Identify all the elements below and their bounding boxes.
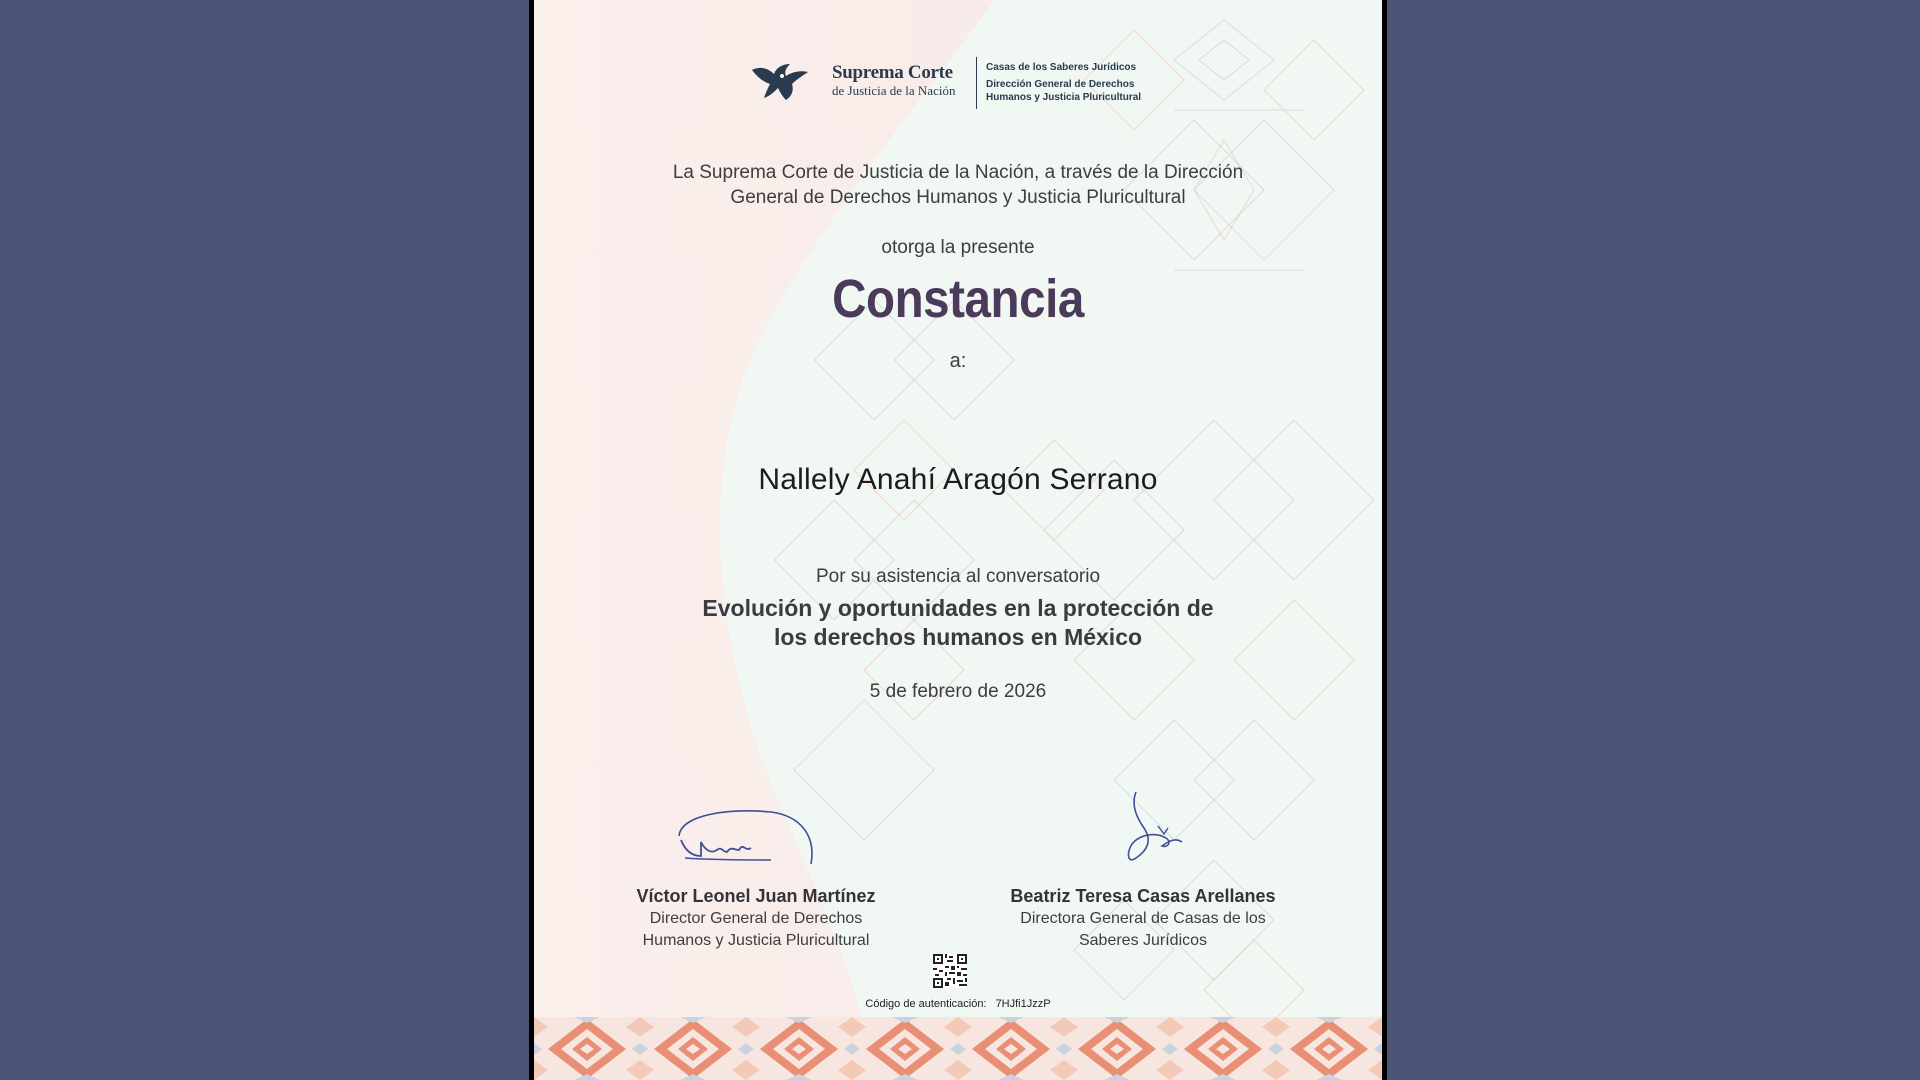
logo-org-line1: Suprema Corte bbox=[832, 62, 953, 83]
document-page bbox=[529, 0, 1387, 1080]
logo-unit-line1: Casas de los Saberes Jurídicos bbox=[986, 62, 1137, 73]
certificate-title: Constancia bbox=[832, 269, 1084, 329]
decorative-band bbox=[534, 1017, 1382, 1080]
event-line2: los derechos humanos en México bbox=[773, 624, 1143, 650]
logo-unit-line2: Dirección General de Derechos bbox=[986, 79, 1135, 90]
signatory-left bbox=[596, 884, 916, 952]
signature-left bbox=[671, 806, 821, 870]
signatory-right-role-line2: Saberes Jurídicos bbox=[1078, 932, 1208, 949]
signatory-left-role-line1: Director General de Derechos bbox=[649, 910, 863, 927]
event-line1: Evolución y oportunidades en la protección de bbox=[702, 595, 1214, 621]
qr-code-icon bbox=[933, 954, 967, 988]
to-label: a: bbox=[949, 350, 967, 372]
intro-text bbox=[534, 160, 1382, 210]
auth-code: 7HJfi1JzzP bbox=[995, 998, 1051, 1010]
authentication-code bbox=[534, 998, 1382, 1010]
logo-divider bbox=[976, 57, 977, 109]
event-title bbox=[534, 594, 1382, 652]
signatory-right bbox=[983, 884, 1303, 952]
certificate-sheet bbox=[534, 0, 1382, 1080]
signatory-left-role-line2: Humanos y Justicia Pluricultural bbox=[642, 932, 870, 949]
signatory-right-role-line1: Directora General de Casas de los bbox=[1020, 910, 1266, 927]
recipient-name: Nallely Anahí Aragón Serrano bbox=[758, 463, 1158, 496]
reason-text: Por su asistencia al conversatorio bbox=[815, 566, 1101, 587]
signatory-right-name: Beatriz Teresa Casas Arellanes bbox=[1010, 886, 1276, 906]
event-date: 5 de febrero de 2026 bbox=[869, 681, 1047, 702]
intro-line1: La Suprema Corte de Justicia de la Nación, a través de la Dirección bbox=[672, 162, 1244, 183]
institution-logo bbox=[750, 55, 1150, 111]
auth-label: Código de autenticación: bbox=[865, 998, 987, 1010]
eagle-emblem-icon bbox=[750, 62, 810, 104]
signatory-left-name: Víctor Leonel Juan Martínez bbox=[636, 886, 876, 906]
grants-text: otorga la presente bbox=[881, 237, 1035, 258]
logo-org-line2: de Justicia de la Nación bbox=[832, 83, 956, 98]
intro-line2: General de Derechos Humanos y Justicia Pluricultural bbox=[730, 187, 1186, 208]
logo-unit-line3: Humanos y Justicia Pluricultural bbox=[986, 92, 1142, 103]
signature-right bbox=[1106, 788, 1196, 872]
